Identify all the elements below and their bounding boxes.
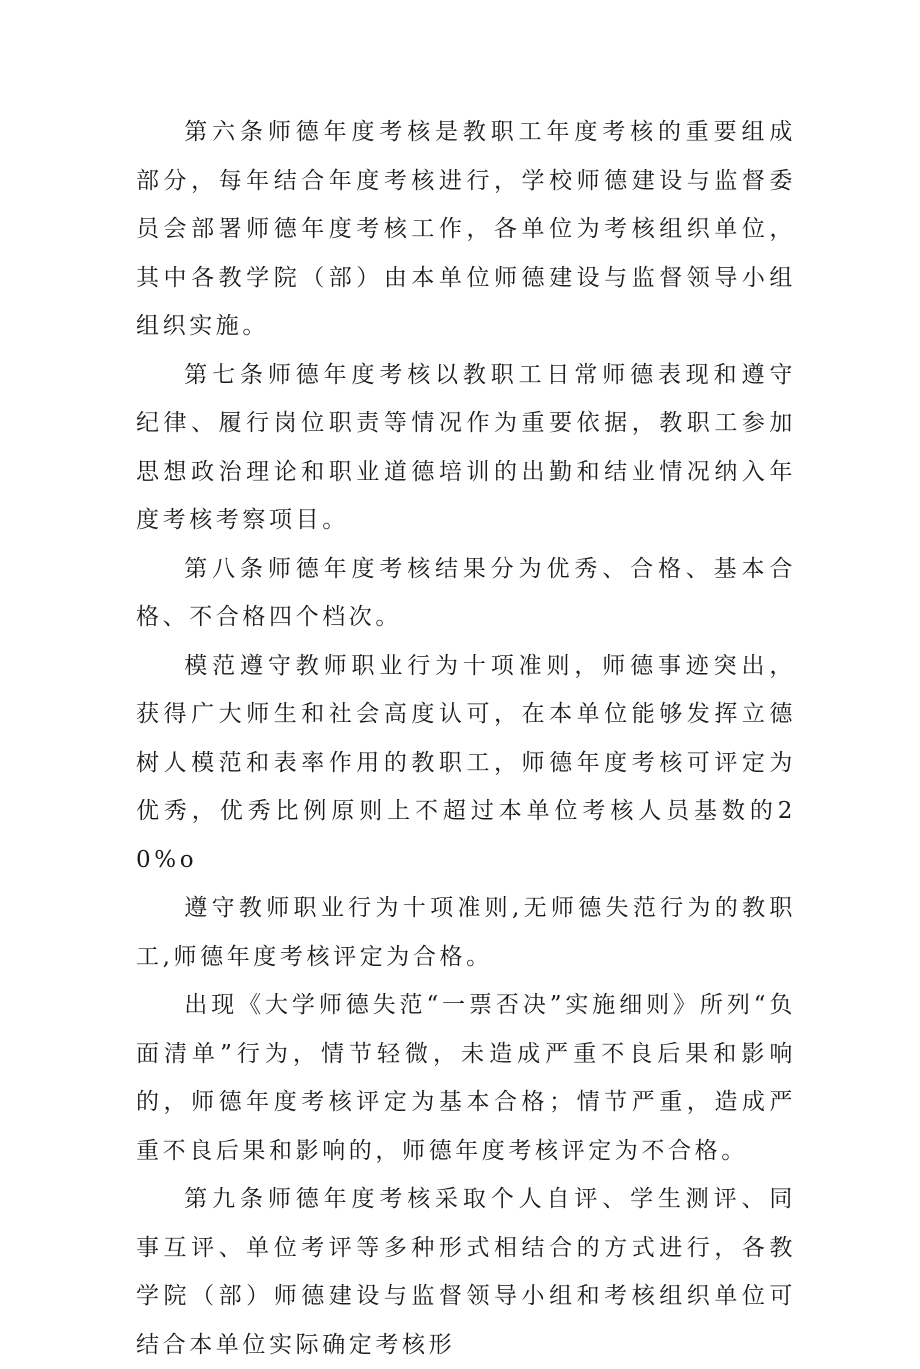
paragraph-qualified-criteria: 遵守教师职业行为十项准则,无师德失范行为的教职工,师德年度考核评定为合格。 — [136, 895, 796, 970]
paragraph-article-7: 第七条师德年度考核以教职工日常师德表现和遵守纪律、履行岗位职责等情况作为重要依据，教职工参加思想政治理论和职业道德培训的出勤和结业情况纳入年度考核考察项目。 — [136, 361, 796, 533]
paragraph-excellent-criteria: 模范遵守教师职业行为十项准则，师德事迹突出，获得广大师生和社会高度认可，在本单位能够发挥立德树人模范和表率作用的教职工，师德年度考核可评定为优秀，优秀比例原则上不超过本单位考核人员基数的20%o — [136, 652, 796, 873]
paragraph-article-8: 第八条师德年度考核结果分为优秀、合格、基本合格、不合格四个档次。 — [136, 555, 796, 630]
paragraph-basic-unqualified-criteria: 出现《大学师德失范“一票否决”实施细则》所列“负面清单”行为，情节轻微，未造成严重不良后果和影响的，师德年度考核评定为基本合格；情节严重，造成严重不良后果和影响的，师德年度考核评定为不合格。 — [136, 992, 796, 1164]
paragraph-article-6: 第六条师德年度考核是教职工年度考核的重要组成部分，每年结合年度考核进行，学校师德建设与监督委员会部署师德年度考核工作，各单位为考核组织单位，其中各教学院（部）由本单位师德建设与监督领导小组组织实施。 — [136, 119, 796, 339]
paragraph-article-9: 第九条师德年度考核采取个人自评、学生测评、同事互评、单位考评等多种形式相结合的方式进行，各教学院（部）师德建设与监督领导小组和考核组织单位可结合本单位实际确定考核形 — [136, 1186, 796, 1358]
